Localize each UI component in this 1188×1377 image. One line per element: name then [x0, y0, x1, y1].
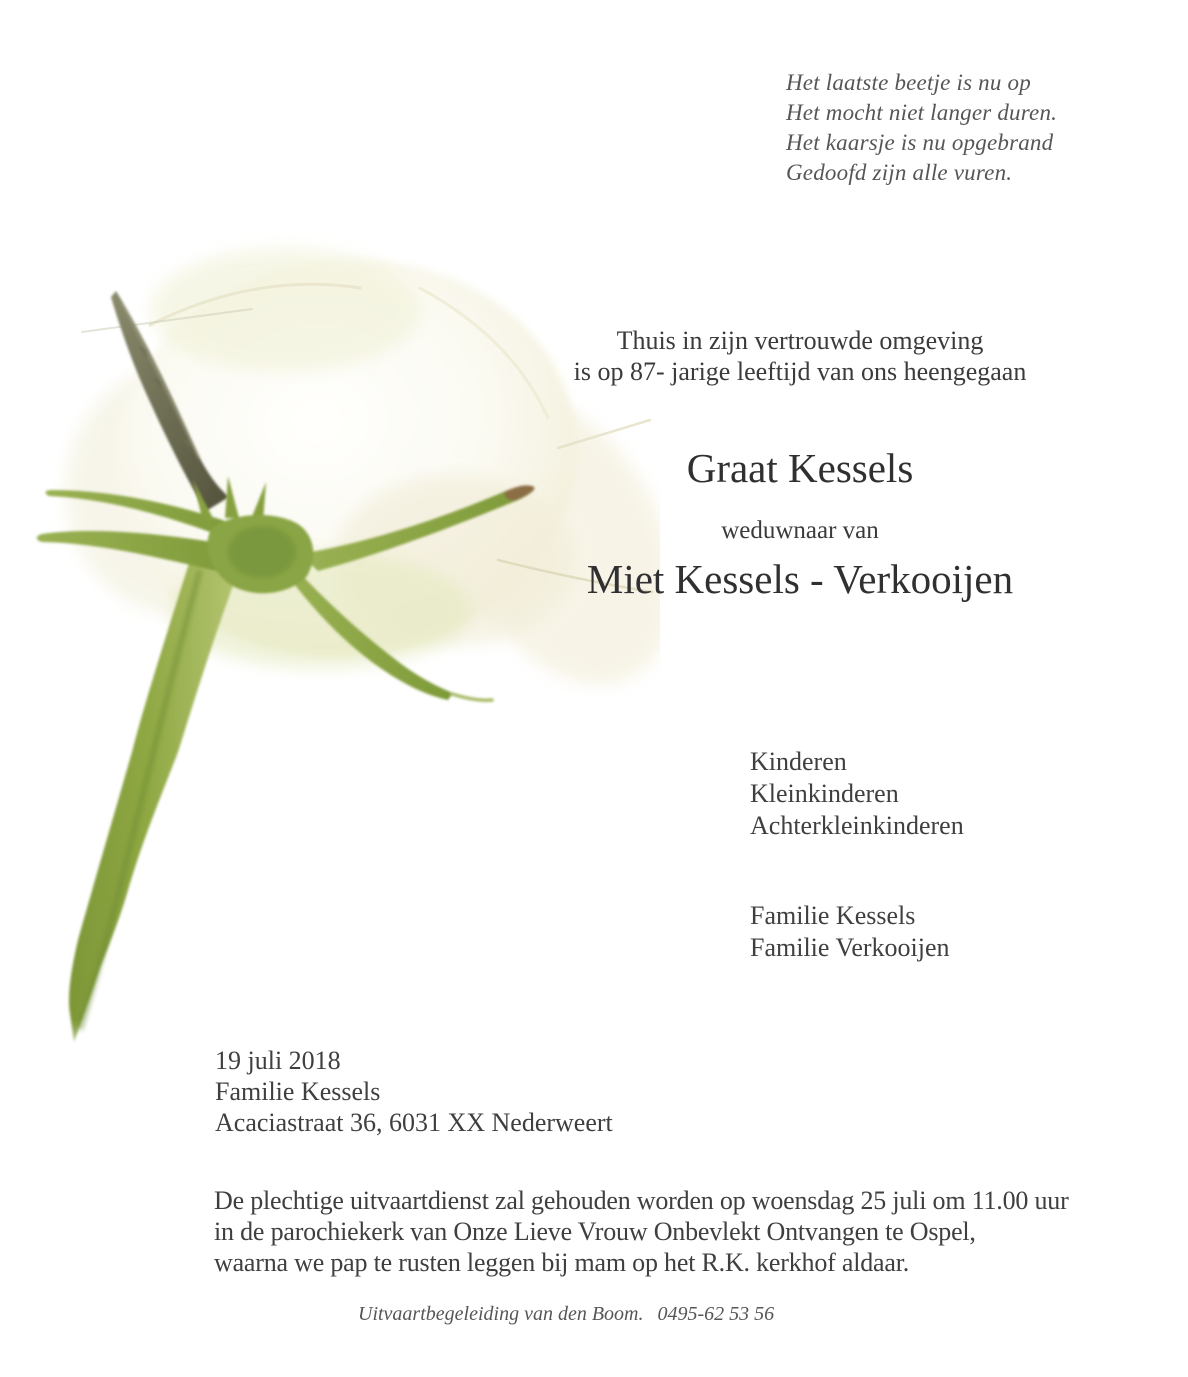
survivors-descendants [750, 746, 964, 842]
survivors-families [750, 900, 950, 964]
service-line: De plechtige uitvaartdienst zal gehouden worden op woensdag 25 juli om 11.00 uur [214, 1186, 1069, 1215]
relation-label: weduwnaar van [721, 517, 879, 544]
poem-line: Het kaarsje is nu opgebrand [786, 130, 1054, 155]
poem-line: Het mocht niet langer duren. [786, 100, 1058, 125]
undertaker-name: Uitvaartbegeleiding van den Boom. [358, 1303, 644, 1325]
list-item: Kleinkinderen [750, 779, 899, 808]
intro-line: Thuis in zijn vertrouwde omgeving [616, 326, 984, 355]
list-item: Familie Verkooijen [750, 933, 950, 962]
list-item: Familie Kessels [750, 901, 916, 930]
list-item: Achterkleinkinderen [750, 811, 964, 840]
poem-line: Gedoofd zijn alle vuren. [786, 160, 1013, 185]
service-details [214, 1185, 1069, 1278]
undertaker-phone: 0495-62 53 56 [657, 1303, 775, 1325]
correspondence-family: Familie Kessels [215, 1077, 381, 1106]
late-spouse-name: Miet Kessels - Verkooijen [586, 556, 1014, 602]
poem-line: Het laatste beetje is nu op [786, 70, 1031, 95]
correspondence-address: Acaciastraat 36, 6031 XX Nederweert [215, 1108, 613, 1137]
correspondence-block [215, 1045, 613, 1138]
announcement-intro [550, 325, 1050, 387]
list-item: Kinderen [750, 747, 847, 776]
deceased-name: Graat Kessels [686, 445, 914, 491]
memorial-poem [786, 68, 1057, 188]
intro-line: is op 87- jarige leeftijd van ons heengegaan [573, 357, 1027, 386]
service-line: in de parochiekerk van Onze Lieve Vrouw Onbevlekt Ontvangen te Ospel, [214, 1217, 976, 1246]
undertaker-credit [358, 1302, 774, 1326]
correspondence-date: 19 juli 2018 [215, 1046, 341, 1075]
service-line: waarna we pap te rusten leggen bij mam op het R.K. kerkhof aldaar. [214, 1248, 910, 1277]
